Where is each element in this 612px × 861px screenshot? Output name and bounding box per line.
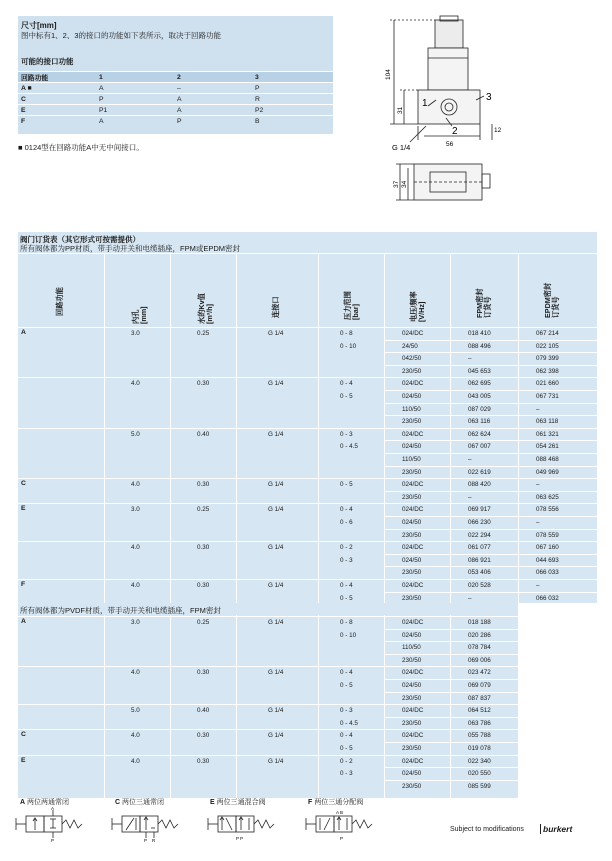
pressure-cell: 0 - 5 — [340, 745, 353, 752]
note-0124: ■ 0124型在回路功能A中无中间接口。 — [18, 143, 144, 152]
port-cell: G 1/4 — [268, 582, 284, 589]
voltage-cell: 230/50 — [402, 531, 422, 539]
order-pvdf-subtitle: 所有阀体都为PVDF材质，带手动开关和电缆插座，FPM密封 — [20, 606, 221, 615]
port-cell: G 1/4 — [268, 707, 284, 715]
epdm-order-cell: 078 556 — [536, 506, 559, 514]
port-cell: G 1/4 — [268, 380, 284, 388]
orifice-cell: 3.0 — [131, 506, 140, 514]
port-table-row — [18, 83, 333, 94]
fpm-order-cell: 062 624 — [468, 430, 491, 438]
group-function: A — [21, 618, 26, 625]
fpm-order-cell: 055 788 — [468, 732, 491, 740]
row-divider — [384, 340, 597, 341]
orifice-cell: 4.0 — [131, 669, 140, 677]
pressure-cell: 0 - 4.5 — [340, 719, 358, 727]
dimensions-title: 尺寸[mm] — [21, 21, 57, 30]
voltage-cell: 024/50 — [402, 393, 422, 400]
row-divider — [384, 692, 518, 693]
voltage-cell: 024/DC — [402, 707, 424, 715]
voltage-cell: 024/DC — [402, 669, 424, 677]
row-divider — [384, 516, 597, 517]
row-divider — [18, 755, 518, 756]
port-cell: A — [96, 116, 174, 127]
header-voltage-text: 电压/频率 [V/Hz] — [409, 291, 426, 322]
kv-cell: 0.30 — [197, 732, 210, 740]
row-divider — [384, 767, 518, 768]
symbol-text: 两位三通混合阀 — [216, 799, 266, 806]
pressure-cell: 0 - 4 — [340, 732, 353, 740]
row-divider — [18, 428, 597, 429]
epdm-order-cell: 067 214 — [536, 330, 559, 337]
group-function: E — [21, 505, 26, 513]
row-divider — [18, 377, 597, 378]
fpm-order-cell: 088 420 — [468, 481, 491, 489]
fpm-order-cell: 086 921 — [468, 556, 491, 564]
fpm-order-cell: 022 340 — [468, 757, 491, 765]
orifice-cell: 4.0 — [131, 380, 140, 388]
fpm-order-cell: 067 007 — [468, 443, 491, 451]
footer-note: Subject to modifications — [450, 826, 524, 833]
row-divider — [384, 566, 597, 567]
row-divider — [384, 415, 597, 416]
port-cell: G 1/4 — [268, 506, 284, 514]
port-table-row — [18, 105, 333, 116]
valve-side-view-drawing — [380, 14, 510, 154]
voltage-cell: 024/DC — [402, 330, 424, 337]
voltage-cell: 024/DC — [402, 380, 424, 388]
svg-text:P P: P P — [236, 836, 244, 841]
epdm-order-cell: 063 118 — [536, 418, 559, 426]
fpm-order-cell: 019 078 — [468, 745, 491, 752]
group-function: E — [21, 756, 26, 764]
row-divider — [384, 390, 597, 391]
port-cell: G 1/4 — [268, 330, 284, 337]
kv-cell: 0.30 — [197, 582, 210, 589]
voltage-cell: 024/DC — [402, 757, 424, 765]
voltage-cell: 230/50 — [402, 468, 422, 476]
epdm-order-cell: 062 398 — [536, 367, 559, 375]
voltage-cell: 230/50 — [402, 719, 422, 727]
port-header-cell: 3 — [252, 72, 333, 83]
row-divider — [384, 352, 597, 353]
circuit-symbol-e-icon — [206, 806, 286, 842]
header-port: 连接口 — [271, 296, 280, 318]
voltage-cell: 230/50 — [402, 569, 422, 577]
fpm-order-cell: – — [468, 456, 472, 463]
epdm-order-cell: 079 399 — [536, 355, 559, 363]
svg-text:A: A — [51, 806, 55, 811]
port-functions-table — [18, 71, 333, 127]
row-divider — [18, 616, 518, 617]
row-divider — [384, 491, 597, 492]
row-divider — [384, 629, 518, 630]
port-cell: C — [18, 94, 96, 105]
epdm-order-cell: 044 693 — [536, 556, 559, 564]
row-divider — [384, 440, 597, 441]
fpm-order-cell: 066 230 — [468, 519, 491, 526]
header-function: 回路功能 — [55, 287, 64, 316]
port-2-label: 2 — [452, 126, 458, 137]
fpm-order-cell: 063 116 — [468, 418, 491, 426]
voltage-cell: 230/50 — [402, 694, 422, 702]
port-cell: – — [174, 83, 252, 94]
voltage-cell: 042/50 — [402, 355, 422, 363]
port-cell: G 1/4 — [268, 619, 284, 626]
dimensions-desc: 图中标有1、2、3的接口的功能如下表所示，取决于回路功能 — [21, 31, 222, 40]
symbol-letter: F — [308, 799, 313, 806]
fpm-order-cell: 062 695 — [468, 380, 491, 388]
row-divider — [384, 365, 597, 366]
valve-top-view-drawing — [392, 160, 502, 208]
pressure-cell: 0 - 10 — [340, 631, 357, 639]
port-cell: P1 — [96, 105, 174, 116]
epdm-order-cell: 067 731 — [536, 393, 559, 400]
voltage-cell: 230/50 — [402, 367, 422, 375]
fpm-order-cell: 069 079 — [468, 682, 491, 689]
voltage-cell: 024/50 — [402, 443, 422, 451]
orifice-cell: 4.0 — [131, 481, 140, 489]
row-divider — [18, 327, 597, 328]
fpm-order-cell: 020 528 — [468, 582, 491, 589]
fpm-order-cell: 063 786 — [468, 719, 491, 727]
dim-31-label: 31 — [397, 106, 404, 114]
row-divider — [384, 679, 518, 680]
header-pressure-text: 压力范围 [bar] — [343, 291, 360, 320]
column-divider — [236, 253, 237, 798]
port-cell: A ■ — [18, 83, 96, 94]
port-cell: G 1/4 — [268, 430, 284, 438]
row-divider — [384, 742, 518, 743]
brand-logo: burkert — [543, 824, 573, 834]
pressure-cell: 0 - 3 — [340, 707, 353, 715]
dim-56-label: 56 — [446, 141, 454, 148]
row-divider — [18, 579, 597, 580]
epdm-order-cell: 049 969 — [536, 468, 559, 476]
epdm-order-cell: 078 559 — [536, 531, 559, 539]
port-1-label: 1 — [422, 98, 428, 109]
orifice-cell: 4.0 — [131, 757, 140, 765]
port-cell: G 1/4 — [268, 544, 284, 552]
port-header-cell: 2 — [174, 72, 252, 83]
row-divider — [18, 478, 597, 479]
row-divider — [384, 641, 518, 642]
fpm-order-cell: 018 188 — [468, 619, 491, 626]
fpm-order-cell: 087 837 — [468, 694, 491, 702]
kv-cell: 0.30 — [197, 481, 210, 489]
voltage-cell: 024/DC — [402, 544, 424, 552]
voltage-cell: 024/50 — [402, 682, 422, 689]
fpm-order-cell: 022 619 — [468, 468, 491, 476]
epdm-order-cell: 066 033 — [536, 569, 559, 577]
row-divider — [384, 554, 597, 555]
port-cell: G 1/4 — [268, 757, 284, 765]
kv-cell: 0.40 — [197, 707, 210, 715]
kv-cell: 0.25 — [197, 330, 210, 337]
row-divider — [384, 403, 597, 404]
fpm-order-cell: 064 512 — [468, 707, 491, 715]
port-table-header — [18, 72, 333, 83]
group-function: A — [21, 329, 26, 336]
svg-text:P: P — [144, 838, 148, 842]
epdm-order-cell: – — [536, 582, 540, 589]
voltage-cell: 230/50 — [402, 656, 422, 664]
fpm-order-cell: – — [468, 493, 472, 501]
fpm-order-cell: 022 294 — [468, 531, 491, 539]
voltage-cell: 024/DC — [402, 430, 424, 438]
voltage-cell: 024/DC — [402, 481, 424, 489]
port-cell: B — [252, 116, 333, 127]
pressure-cell: 0 - 4 — [340, 380, 353, 388]
pressure-cell: 0 - 5 — [340, 594, 353, 602]
svg-text:P: P — [340, 836, 344, 841]
voltage-cell: 230/50 — [402, 745, 422, 752]
row-divider — [18, 541, 597, 542]
symbol-letter: E — [210, 799, 215, 806]
port-cell: P — [252, 83, 333, 94]
orifice-cell: 4.0 — [131, 732, 140, 740]
port-cell: A — [96, 83, 174, 94]
pressure-cell: 0 - 8 — [340, 330, 353, 337]
fpm-order-cell: 069 006 — [468, 656, 491, 664]
svg-text:R: R — [152, 838, 156, 842]
epdm-order-cell: 061 321 — [536, 430, 559, 438]
fpm-order-cell: 069 917 — [468, 506, 491, 514]
voltage-cell: 230/50 — [402, 594, 422, 602]
pressure-cell: 0 - 10 — [340, 342, 357, 350]
pressure-cell: 0 - 8 — [340, 619, 353, 626]
pressure-cell: 0 - 3 — [340, 556, 353, 564]
epdm-order-cell: – — [536, 405, 540, 413]
epdm-order-cell: 021 660 — [536, 380, 559, 388]
voltage-cell: 024/50 — [402, 519, 422, 526]
pressure-cell: 0 - 4.5 — [340, 443, 358, 451]
epdm-order-cell: – — [536, 481, 540, 489]
fpm-order-cell: 085 599 — [468, 782, 491, 790]
column-divider — [318, 253, 319, 798]
pressure-cell: 0 - 4 — [340, 506, 353, 514]
voltage-cell: 024/50 — [402, 556, 422, 564]
kv-cell: 0.25 — [197, 506, 210, 514]
row-divider — [384, 592, 597, 593]
pressure-cell: 0 - 5 — [340, 393, 353, 400]
fpm-order-cell: 087 029 — [468, 405, 491, 413]
row-divider — [18, 729, 518, 730]
epdm-order-cell: 054 261 — [536, 443, 559, 451]
voltage-cell: 24/50 — [402, 342, 418, 350]
fpm-order-cell: 020 286 — [468, 631, 491, 639]
port-cell: R — [252, 94, 333, 105]
dim-37-label: 37 — [393, 180, 400, 188]
fpm-order-cell: 043 005 — [468, 393, 491, 400]
row-divider — [18, 503, 597, 504]
symbol-text: 两位两通常闭 — [27, 799, 70, 806]
voltage-cell: 024/50 — [402, 631, 422, 639]
fpm-order-cell: 045 653 — [468, 367, 491, 375]
header-epdm — [544, 283, 560, 318]
pressure-cell: 0 - 6 — [340, 519, 353, 526]
port-cell: P — [174, 116, 252, 127]
fpm-order-cell: 088 496 — [468, 342, 491, 350]
symbol-text: 两位三通分配阀 — [314, 799, 364, 806]
header-kv-text: 水的Kv值 [m³/h] — [197, 293, 214, 324]
orifice-cell: 3.0 — [131, 619, 140, 626]
order-pp-subtitle: 所有阀体都为PP材质，带手动开关和电缆插座，FPM或EPDM密封 — [20, 244, 241, 253]
footer-divider — [540, 824, 541, 834]
kv-cell: 0.30 — [197, 757, 210, 765]
voltage-cell: 230/50 — [402, 418, 422, 426]
dim-104-label: 104 — [385, 69, 392, 80]
column-divider — [104, 253, 105, 798]
orifice-cell: 5.0 — [131, 430, 140, 438]
dimensions-info-box — [18, 16, 333, 134]
fpm-order-cell: 023 472 — [468, 669, 491, 677]
port-table-row — [18, 116, 333, 127]
header-kv — [198, 293, 214, 324]
port-cell: P — [96, 94, 174, 105]
port-cell: G 1/4 — [268, 481, 284, 489]
kv-cell: 0.30 — [197, 669, 210, 677]
fpm-order-cell: 053 406 — [468, 569, 491, 577]
header-fpm — [476, 288, 492, 318]
thread-label: G 1/4 — [392, 143, 411, 152]
epdm-order-cell: 066 032 — [536, 594, 559, 602]
voltage-cell: 024/50 — [402, 770, 422, 778]
dim-34-label: 34 — [401, 180, 408, 188]
fpm-order-cell: – — [468, 594, 472, 602]
row-divider — [384, 529, 597, 530]
pressure-cell: 0 - 2 — [340, 544, 353, 552]
pressure-cell: 0 - 4 — [340, 669, 353, 677]
fpm-order-cell: 078 784 — [468, 644, 491, 652]
dim-12-label: 12 — [494, 127, 502, 134]
circuit-symbol-a-icon — [14, 806, 94, 842]
row-divider — [18, 704, 518, 705]
orifice-cell: 5.0 — [131, 707, 140, 715]
symbol-letter: A — [20, 799, 26, 806]
voltage-cell: 024/DC — [402, 582, 424, 589]
epdm-order-cell: 022 105 — [536, 342, 559, 350]
kv-cell: 0.40 — [197, 430, 210, 438]
fpm-order-cell: 020 550 — [468, 770, 491, 778]
epdm-order-cell: – — [536, 519, 540, 526]
voltage-cell: 230/50 — [402, 493, 422, 501]
port-cell: A — [174, 105, 252, 116]
voltage-cell: 024/DC — [402, 619, 424, 626]
header-pressure — [344, 291, 360, 320]
port-table-row — [18, 94, 333, 105]
port-cell: A — [174, 94, 252, 105]
epdm-order-cell: 063 625 — [536, 493, 559, 501]
voltage-cell: 024/DC — [402, 506, 424, 514]
voltage-cell: 230/50 — [402, 782, 422, 790]
pressure-cell: 0 - 5 — [340, 481, 353, 489]
header-orifice-text: 内孔 [mm] — [131, 306, 148, 324]
port-cell: E — [18, 105, 96, 116]
fpm-order-cell: 061 077 — [468, 544, 491, 552]
pvdf-no-epdm-area — [518, 603, 597, 798]
epdm-order-cell: 088 468 — [536, 456, 559, 463]
group-function: C — [21, 731, 26, 739]
header-epdm-text: EPDM密封 订货号 — [543, 282, 560, 318]
voltage-cell: 024/DC — [402, 732, 424, 740]
row-divider — [384, 466, 597, 467]
order-table-title: 阀门订货表（其它形式可按需提供） — [20, 235, 140, 244]
voltage-cell: 110/50 — [402, 405, 421, 413]
orifice-cell: 4.0 — [131, 544, 140, 552]
pressure-cell: 0 - 5 — [340, 682, 353, 689]
port-cell: G 1/4 — [268, 669, 284, 677]
fpm-order-cell: 018 410 — [468, 330, 491, 337]
pressure-cell: 0 - 4 — [340, 582, 353, 589]
header-voltage — [410, 291, 426, 322]
svg-text:A B: A B — [336, 810, 344, 815]
voltage-cell: 110/50 — [402, 644, 421, 652]
header-fpm-text: FPM密封 订货号 — [475, 288, 492, 318]
row-divider — [384, 780, 518, 781]
port-cell: P2 — [252, 105, 333, 116]
fpm-order-cell: – — [468, 355, 472, 363]
port-cell: F — [18, 116, 96, 127]
circuit-symbol-f-icon — [304, 806, 384, 842]
pressure-cell: 0 - 2 — [340, 757, 353, 765]
kv-cell: 0.30 — [197, 380, 210, 388]
port-header-cell: 回路功能 — [18, 72, 96, 83]
voltage-cell: 110/50 — [402, 456, 421, 463]
symbol-letter: C — [115, 799, 121, 806]
row-divider — [384, 654, 518, 655]
row-divider — [18, 666, 518, 667]
kv-cell: 0.30 — [197, 544, 210, 552]
header-orifice — [132, 306, 148, 324]
port-3-label: 3 — [486, 92, 492, 103]
group-function: C — [21, 480, 26, 488]
kv-cell: 0.25 — [197, 619, 210, 626]
row-divider — [384, 717, 518, 718]
epdm-order-cell: 067 160 — [536, 544, 559, 552]
symbol-text: 两位三通常闭 — [122, 799, 165, 806]
pressure-cell: 0 - 3 — [340, 770, 353, 778]
port-cell: G 1/4 — [268, 732, 284, 740]
orifice-cell: 4.0 — [131, 582, 140, 589]
group-function: F — [21, 581, 26, 588]
row-divider — [384, 453, 597, 454]
port-header-cell: 1 — [96, 72, 174, 83]
column-divider — [170, 253, 171, 798]
pressure-cell: 0 - 3 — [340, 430, 353, 438]
svg-text:P: P — [51, 838, 55, 842]
port-functions-title: 可能的接口功能 — [21, 57, 74, 66]
orifice-cell: 3.0 — [131, 330, 140, 337]
circuit-symbol-c-icon — [110, 806, 190, 842]
